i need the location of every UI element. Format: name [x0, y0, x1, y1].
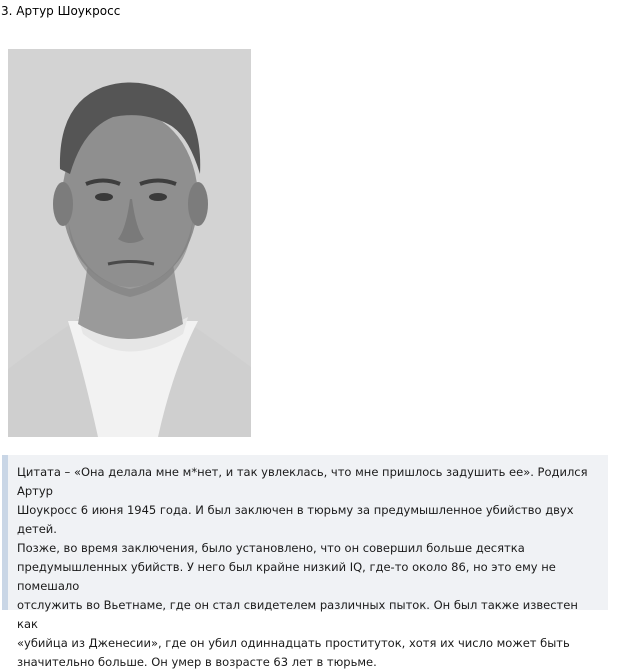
- quote-block: [2, 455, 608, 669]
- quote-line: значительно больше. Он умер в возрасте 63 лет в тюрьме.: [17, 655, 377, 669]
- quote-line: отслужить во Вьетнаме, где он стал свидетелем различных пыток. Он был также известен как: [17, 598, 578, 631]
- portrait-photo: [8, 49, 251, 437]
- post-heading: 3. Артур Шоукросс: [1, 4, 121, 18]
- quote-line: Цитата – «Она делала мне м*нет, и так увлеклась, что мне пришлось задушить ее». Родился Артур: [17, 465, 588, 498]
- quote-line: «убийца из Дженесии», где он убил одиннадцать проституток, хотя их число может быть: [17, 636, 570, 650]
- quote-line: Позже, во время заключения, было установлено, что он совершил больше десятка: [17, 541, 525, 555]
- portrait-photo-drawing: [8, 49, 251, 437]
- quote-line: предумышленных убийств. У него был крайне низкий IQ, где-то около 86, но это ему не помешало: [17, 560, 556, 593]
- quote-text: [17, 463, 598, 672]
- quote-line: Шоукросс 6 июня 1945 года. И был заключен в тюрьму за предумышленное убийство двух детей.: [17, 503, 574, 536]
